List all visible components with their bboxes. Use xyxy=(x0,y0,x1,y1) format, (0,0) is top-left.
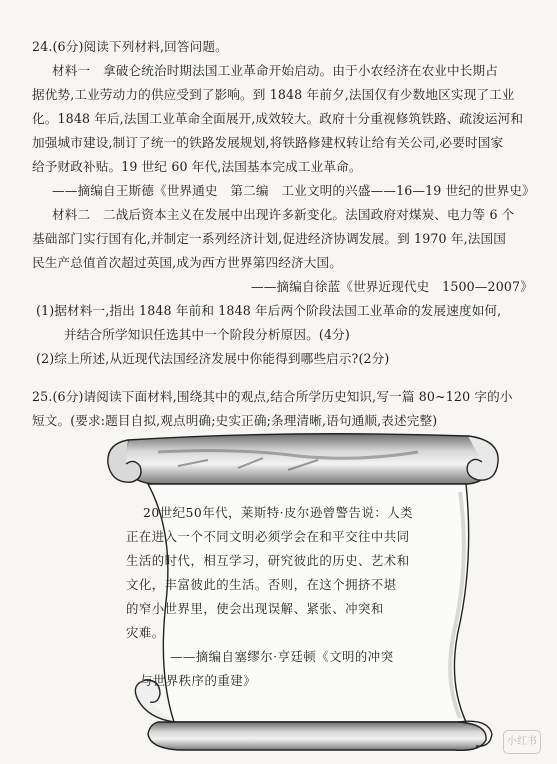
q24-question-2: (2)综上所述,从近现代法国经济发展中你能得到哪些启示?(2分) xyxy=(36,351,390,366)
q24-m1-line: 材料一 拿破仑统治时期法国工业革命开始启动。由于小农经济在农业中长期占 xyxy=(52,63,499,78)
q25-prompt: 短文。(要求:题目自拟,观点明确;史实正确;条理清晰,语句通顺,表述完整) xyxy=(32,413,438,428)
q24-m1-line: 加强城市建设,制订了统一的铁路发展规划,将铁路修建权转让给有关公司,必要时国家 xyxy=(32,135,504,150)
q24-title: 24.(6分)阅读下列材料,回答问题。 xyxy=(32,39,228,54)
scroll-text-line: 20世纪50年代，莱斯特·皮尔逊曾警告说：人类 xyxy=(143,505,414,520)
q24-m2-line: 民生产总值首次超过英国,成为西方世界第四经济大国。 xyxy=(32,255,343,270)
q24-m2-source: ——摘编自徐蓝《世界近现代史 1500—2007》 xyxy=(251,279,533,294)
scroll-text-line: 生活的时代，相互学习，研究彼此的历史、艺术和 xyxy=(126,553,410,568)
scroll-text-line: 文化，丰富彼此的生活。否则，在这个拥挤不堪 xyxy=(126,577,397,592)
scroll-source-line: 与世界秩序的重建》 xyxy=(140,673,257,688)
q25-prompt: 25.(6分)请阅读下面材料,围绕其中的观点,结合所学历史知识,写一篇 80~120 字的小 xyxy=(32,389,513,404)
q24-m1-line: 给予财政补贴。19 世纪 60 年代,法国基本完成工业革命。 xyxy=(32,159,362,174)
scroll-illustration xyxy=(88,422,508,752)
q24-m2-line: 材料二 二战后资本主义在发展中出现许多新变化。法国政府对煤炭、电力等 6 个 xyxy=(52,207,515,222)
q24-question-1: 并结合所学知识任选其中一个阶段分析原因。(4分) xyxy=(64,327,350,342)
scroll-source-line: ——摘编自塞缪尔·亨廷顿《文明的冲突 xyxy=(170,649,394,664)
q24-m2-line: 基础部门实行国有化,并制定一系列经济计划,促进经济协调发展。到 1970 年,法国国 xyxy=(32,231,506,246)
scroll-text-line: 的窄小世界里，使会出现误解、紧张、冲突和 xyxy=(126,601,384,616)
q24-m1-line: 据优势,工业劳动力的供应受到了影响。到 1848 年前夕,法国仅有少数地区实现了工业 xyxy=(32,87,515,102)
q24-m1-source: ——摘编自王斯德《世界通史 第二编 工业文明的兴盛——16—19 世纪的世界史》 xyxy=(52,183,535,198)
scroll-text-line: 灾难。 xyxy=(126,625,165,640)
q24-m1-line: 化。1848 年后,法国工业革命全面展开,成效较大。政府十分重视修筑铁路、疏浚运河和 xyxy=(32,111,524,126)
q24-question-1: (1)据材料一,指出 1848 年前和 1848 年后两个阶段法国工业革命的发展速度如何, xyxy=(36,303,502,318)
scroll-text-line: 正在进入一个不同文明必须学会在和平交往中共同 xyxy=(126,529,410,544)
watermark-badge: 小红书 xyxy=(503,730,541,754)
